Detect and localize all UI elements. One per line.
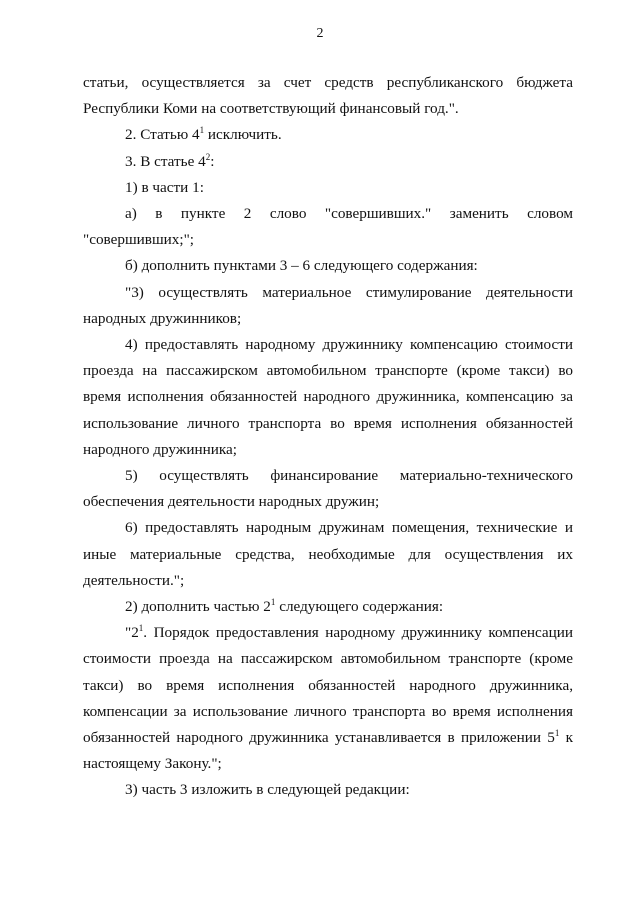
paragraph-13: 3) часть 3 изложить в следующей редакции: [125, 781, 410, 799]
paragraph-6: б) дополнить пунктами 3 – 6 следующего содержания: [125, 257, 478, 275]
paragraph-12: "$2^1$. Порядок предоставления народному дружиннику компенсации стоимости проезда на пассажирском автомобильном транспорте (кроме такси) во время исполнения обязанностей народного дружинника, компенсации за использование личного транспорта во время исполнения обязанностей народного дружинника устанавливается в приложении $5^1$ к настоящему Закону."; [83, 623, 573, 773]
paragraph-3: 3. В статье $4^2$: [125, 151, 215, 170]
document-body [83, 70, 573, 804]
paragraph-8: 4) предоставлять народному дружиннику компенсацию стоимости проезда на пассажирском автомобильном транспорте (кроме такси) во время исполнения обязанностей народного дружинника, компенсацию за использование личного транспорта во время исполнения обязанностей народного дружинника; [83, 336, 573, 458]
paragraph-1: статьи, осуществляется за счет средств республиканского бюджета Республики Коми на соответствующий финансовый год.". [83, 74, 573, 118]
paragraph-2: 2. Статью $4^1$ исключить. [125, 125, 282, 144]
paragraph-4: 1) в части 1: [125, 178, 204, 196]
page-number: 2 [316, 26, 324, 41]
paragraph-9: 5) осуществлять финансирование материально-технического обеспечения деятельности народных дружин; [83, 467, 573, 511]
paragraph-7: "3) осуществлять материальное стимулирование деятельности народных дружинников; [83, 283, 573, 327]
paragraph-10: 6) предоставлять народным дружинам помещения, технические и иные материальные средства, необходимые для осуществления их деятельности."; [83, 519, 573, 589]
paragraph-11: 2) дополнить частью $2^1$ следующего содержания: [125, 597, 444, 616]
paragraph-5: а) в пункте 2 слово "совершивших." заменить словом "совершивших;"; [83, 205, 573, 249]
